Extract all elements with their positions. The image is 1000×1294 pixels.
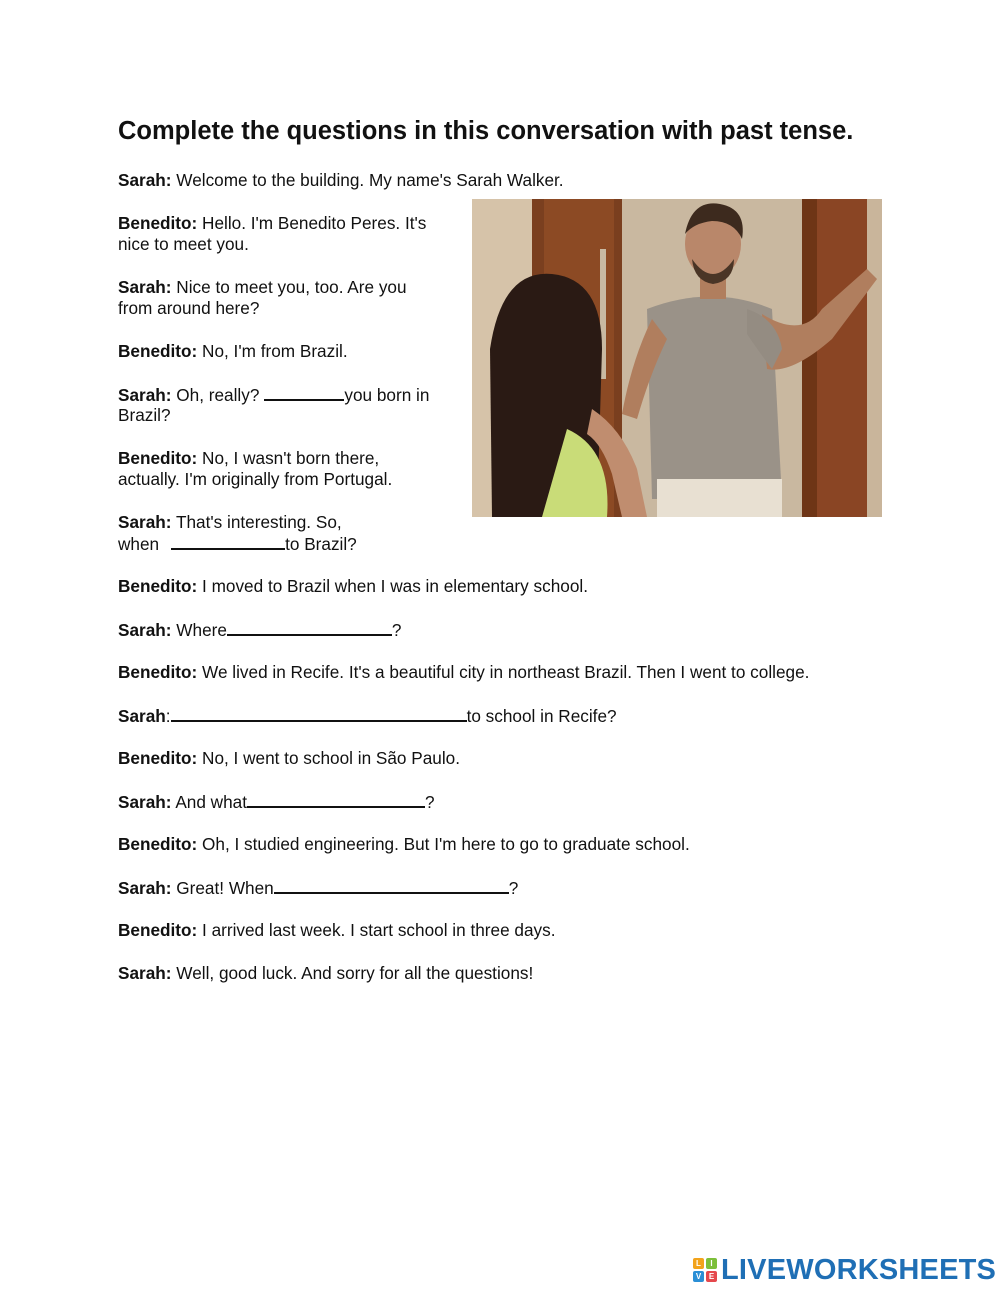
logo-letter: V <box>693 1271 704 1282</box>
logo-letter: E <box>706 1271 717 1282</box>
dialogue-line <box>118 705 617 727</box>
dialogue-text: No, I went to school in São Paulo. <box>202 748 460 768</box>
dialogue-text: Hello. I'm Benedito Peres. It's <box>202 213 427 233</box>
speaker-label: Sarah: <box>118 620 172 640</box>
dialogue-line <box>118 619 401 641</box>
dialogue-text: from around here? <box>118 298 260 318</box>
dialogue-text: : <box>165 706 171 726</box>
dialogue-text: Brazil? <box>118 405 171 425</box>
speaker-label: Benedito: <box>118 748 198 768</box>
speaker-label: Benedito: <box>118 920 198 940</box>
dialogue-line <box>118 877 518 899</box>
dialogue-line <box>118 963 533 984</box>
speaker-label: Sarah <box>118 706 166 726</box>
speaker-label: Benedito: <box>118 662 198 682</box>
speaker-label: Sarah: <box>118 512 172 532</box>
speaker-label: Sarah: <box>118 878 172 898</box>
speaker-label: Benedito: <box>118 834 198 854</box>
dialogue-text: Great! When <box>176 878 274 898</box>
dialogue-line <box>118 384 429 406</box>
answer-blank-4[interactable] <box>171 705 467 722</box>
logo-letter: L <box>693 1258 704 1269</box>
dialogue-text: We lived in Recife. It's a beautiful city in northeast Brazil. Then I went to college. <box>202 662 810 682</box>
answer-blank-6[interactable] <box>274 877 509 894</box>
dialogue-line-cont <box>118 298 259 319</box>
dialogue-text: I moved to Brazil when I was in elementary school. <box>202 576 588 596</box>
dialogue-text: ? <box>425 792 435 812</box>
answer-blank-3[interactable] <box>227 619 392 636</box>
dialogue-line <box>118 341 348 362</box>
dialogue-text: No, I wasn't born there, <box>202 448 380 468</box>
dialogue-line <box>118 748 460 769</box>
answer-blank-5[interactable] <box>247 791 425 808</box>
dialogue-line-cont <box>118 234 249 255</box>
logo-mark-icon <box>693 1258 717 1282</box>
speaker-label: Benedito: <box>118 448 198 468</box>
dialogue-line <box>118 170 564 191</box>
dialogue-line <box>118 512 342 533</box>
dialogue-text: Welcome to the building. My name's Sarah Walker. <box>176 170 564 190</box>
speaker-label: Benedito: <box>118 576 198 596</box>
dialogue-text: No, I'm from Brazil. <box>202 341 348 361</box>
dialogue-text: Nice to meet you, too. Are you <box>176 277 407 297</box>
speaker-label: Sarah: <box>118 385 172 405</box>
answer-blank-2[interactable] <box>171 533 285 550</box>
dialogue-text: And what <box>175 792 247 812</box>
dialogue-text: Oh, really? <box>176 385 260 405</box>
dialogue-line <box>118 662 809 683</box>
speaker-label: Sarah: <box>118 170 172 190</box>
dialogue-text: I arrived last week. I start school in three days. <box>202 920 556 940</box>
dialogue-line <box>118 920 555 941</box>
dialogue-text: Oh, I studied engineering. But I'm here to go to graduate school. <box>202 834 690 854</box>
dialogue-text: to Brazil? <box>285 534 357 554</box>
dialogue-text: nice to meet you. <box>118 234 249 254</box>
dialogue-line <box>118 448 379 469</box>
dialogue-text: That's interesting. So, <box>175 512 342 532</box>
logo-text: LIVEWORKSHEETS <box>721 1254 997 1286</box>
dialogue-text: Where <box>176 620 227 640</box>
dialogue-line <box>118 791 435 813</box>
dialogue-line-cont <box>118 533 357 555</box>
dialogue-text: Well, good luck. And sorry for all the questions! <box>176 963 534 983</box>
dialogue-text: to school in Recife? <box>466 706 617 726</box>
speaker-label: Sarah: <box>118 792 172 812</box>
dialogue-text: actually. I'm originally from Portugal. <box>118 469 393 489</box>
speaker-label: Benedito: <box>118 213 198 233</box>
dialogue-line <box>118 277 407 298</box>
dialogue-text: ? <box>508 878 519 898</box>
liveworksheets-logo <box>693 1256 996 1284</box>
worksheet-title: Complete the questions in this conversation with past tense. <box>118 117 854 145</box>
dialogue-line-cont <box>118 469 392 490</box>
dialogue-text: when <box>118 534 160 554</box>
logo-letter: I <box>706 1258 717 1269</box>
answer-blank-1[interactable] <box>264 384 344 401</box>
dialogue-line <box>118 834 690 855</box>
speaker-label: Sarah: <box>118 963 172 983</box>
dialogue-line <box>118 576 588 597</box>
dialogue-line <box>118 213 426 234</box>
dialogue-line-cont <box>118 405 171 426</box>
dialogue-text: ? <box>391 620 402 640</box>
conversation-photo <box>472 199 882 517</box>
speaker-label: Benedito: <box>118 341 198 361</box>
dialogue-text: you born in <box>344 385 430 405</box>
speaker-label: Sarah: <box>118 277 172 297</box>
